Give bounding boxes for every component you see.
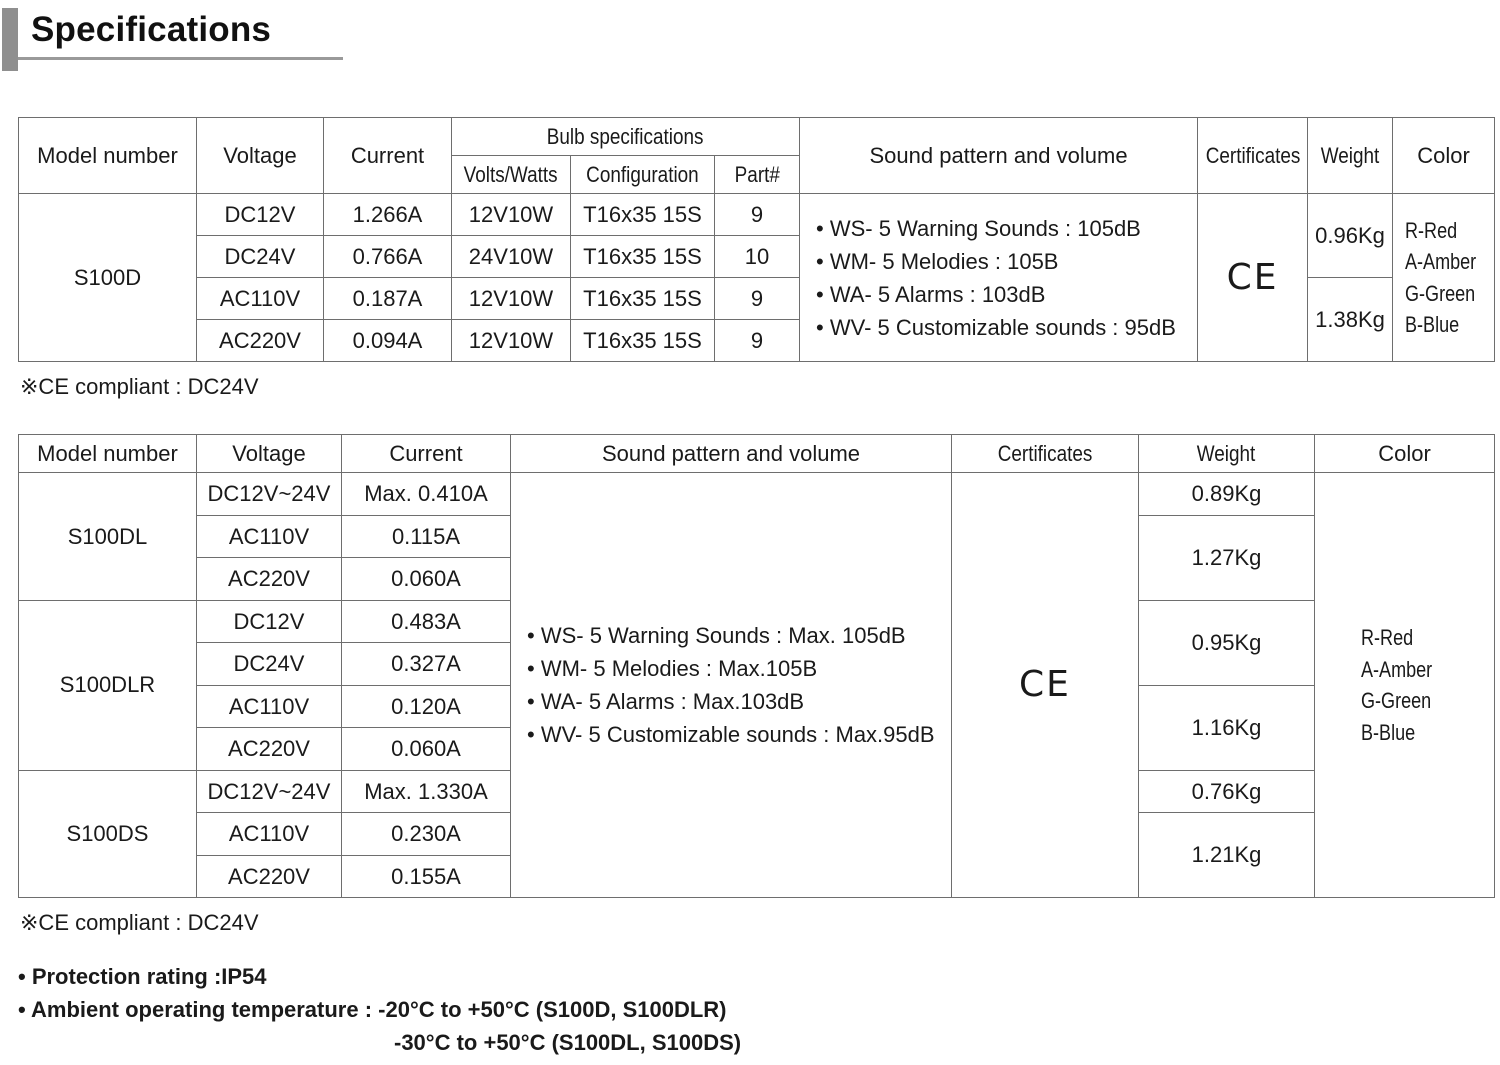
current-cell: 0.230A <box>342 813 511 856</box>
current-cell: 0.060A <box>342 728 511 771</box>
header-voltage: Voltage <box>197 118 324 194</box>
current-cell: Max. 1.330A <box>342 770 511 813</box>
current-cell: 0.766A <box>324 236 452 278</box>
part-cell: 10 <box>715 236 800 278</box>
current-cell: 0.120A <box>342 685 511 728</box>
voltage-cell: AC220V <box>197 728 342 771</box>
model-cell: S100D <box>19 194 197 362</box>
sound-line: • WM- 5 Melodies : 105B <box>816 248 1059 274</box>
color-cell <box>1315 473 1495 898</box>
weight-cell: 0.96Kg <box>1308 194 1393 278</box>
header-voltage: Voltage <box>197 435 342 473</box>
header-configuration: Configuration <box>571 156 715 194</box>
color-item: G-Green <box>1361 688 1432 713</box>
sound-line: • WS- 5 Warning Sounds : Max. 105dB <box>527 623 906 648</box>
title-underline <box>18 57 343 60</box>
color-item: R-Red <box>1361 625 1414 650</box>
current-cell: 0.060A <box>342 558 511 601</box>
header-weight: Weight <box>1308 118 1393 194</box>
color-item: B-Blue <box>1405 312 1460 337</box>
sound-pattern-cell <box>800 194 1198 362</box>
configuration-cell: T16x35 15S <box>571 278 715 320</box>
header-sound-pattern: Sound pattern and volume <box>800 118 1198 194</box>
title-accent-bar <box>2 8 18 71</box>
ce-mark-icon: CE <box>1019 664 1071 706</box>
sound-line: • WV- 5 Customizable sounds : 95dB <box>816 314 1176 340</box>
voltage-cell: DC24V <box>197 643 342 686</box>
sound-line: • WA- 5 Alarms : Max.103dB <box>527 689 805 714</box>
ambient-temperature <box>18 993 741 1026</box>
sound-line: • WV- 5 Customizable sounds : Max.95dB <box>527 722 935 747</box>
ambient-range-2: -30°C to +50°C (S100DL, S100DS) <box>394 1030 742 1055</box>
voltage-cell: AC110V <box>197 515 342 558</box>
voltage-cell: DC12V <box>197 194 324 236</box>
part-cell: 9 <box>715 320 800 362</box>
table-row <box>19 473 1495 516</box>
sound-line: • WM- 5 Melodies : Max.105B <box>527 656 818 681</box>
voltage-cell: AC110V <box>197 813 342 856</box>
configuration-cell: T16x35 15S <box>571 320 715 362</box>
header-weight: Weight <box>1139 435 1315 473</box>
header-certificates: Certificates <box>1198 118 1308 194</box>
color-item: A-Amber <box>1405 249 1477 274</box>
feature-bullets <box>18 960 741 1059</box>
current-cell: 0.187A <box>324 278 452 320</box>
weight-cell: 1.16Kg <box>1139 685 1315 770</box>
certificate-cell <box>952 473 1139 898</box>
ce-compliance-note: ※CE compliant : DC24V <box>20 910 259 935</box>
voltage-cell: DC12V~24V <box>197 770 342 813</box>
ambient-label: • Ambient operating temperature : <box>18 997 379 1022</box>
sound-line: • WA- 5 Alarms : 103dB <box>816 281 1046 307</box>
current-cell: 0.155A <box>342 855 511 898</box>
voltage-cell: DC12V~24V <box>197 473 342 516</box>
current-cell: 0.094A <box>324 320 452 362</box>
voltage-cell: DC12V <box>197 600 342 643</box>
part-cell: 9 <box>715 278 800 320</box>
header-volts-watts: Volts/Watts <box>452 156 571 194</box>
header-current: Current <box>342 435 511 473</box>
weight-cell: 1.21Kg <box>1139 813 1315 898</box>
part-cell: 9 <box>715 194 800 236</box>
volts-watts-cell: 12V10W <box>452 194 571 236</box>
header-color: Color <box>1315 435 1495 473</box>
ambient-range-1: -20°C to +50°C (S100D, S100DLR) <box>378 997 727 1022</box>
color-item: B-Blue <box>1361 719 1416 745</box>
weight-cell: 0.76Kg <box>1139 770 1315 813</box>
protection-rating: • Protection rating :IP54 <box>18 964 267 989</box>
volts-watts-cell: 12V10W <box>452 320 571 362</box>
header-model-number: Model number <box>19 435 197 473</box>
weight-cell: 0.95Kg <box>1139 600 1315 685</box>
current-cell: 0.483A <box>342 600 511 643</box>
color-cell <box>1393 194 1495 362</box>
spec-table-s100dl-series <box>18 434 1495 898</box>
spec-table-s100d <box>18 117 1495 362</box>
voltage-cell: AC220V <box>197 320 324 362</box>
header-sound-pattern: Sound pattern and volume <box>511 435 952 473</box>
header-current: Current <box>324 118 452 194</box>
weight-cell: 1.38Kg <box>1308 278 1393 362</box>
model-cell: S100DLR <box>19 600 197 770</box>
voltage-cell: AC220V <box>197 558 342 601</box>
header-bulb-specifications: Bulb specifications <box>452 118 800 156</box>
voltage-cell: DC24V <box>197 236 324 278</box>
sound-line: • WS- 5 Warning Sounds : 105dB <box>816 215 1141 241</box>
header-part-number: Part# <box>715 156 800 194</box>
voltage-cell: AC110V <box>197 685 342 728</box>
sound-pattern-cell <box>511 473 952 898</box>
header-model-number: Model number <box>19 118 197 194</box>
volts-watts-cell: 24V10W <box>452 236 571 278</box>
color-item: G-Green <box>1405 280 1476 306</box>
weight-cell: 0.89Kg <box>1139 473 1315 516</box>
header-certificates: Certificates <box>952 435 1139 473</box>
current-cell: Max. 0.410A <box>342 473 511 516</box>
certificate-cell <box>1198 194 1308 362</box>
configuration-cell: T16x35 15S <box>571 236 715 278</box>
weight-cell: 1.27Kg <box>1139 515 1315 600</box>
header-color: Color <box>1393 118 1495 194</box>
page-title: Specifications <box>31 10 272 49</box>
volts-watts-cell: 12V10W <box>452 278 571 320</box>
color-item: A-Amber <box>1361 656 1433 682</box>
model-cell: S100DL <box>19 473 197 601</box>
table-row <box>19 194 1495 236</box>
current-cell: 0.327A <box>342 643 511 686</box>
voltage-cell: AC110V <box>197 278 324 320</box>
ce-mark-icon: CE <box>1226 256 1279 298</box>
color-item: R-Red <box>1405 217 1458 243</box>
configuration-cell: T16x35 15S <box>571 194 715 236</box>
current-cell: 0.115A <box>342 515 511 558</box>
model-cell: S100DS <box>19 770 197 898</box>
voltage-cell: AC220V <box>197 855 342 898</box>
ce-compliance-note: ※CE compliant : DC24V <box>20 374 259 399</box>
current-cell: 1.266A <box>324 194 452 236</box>
